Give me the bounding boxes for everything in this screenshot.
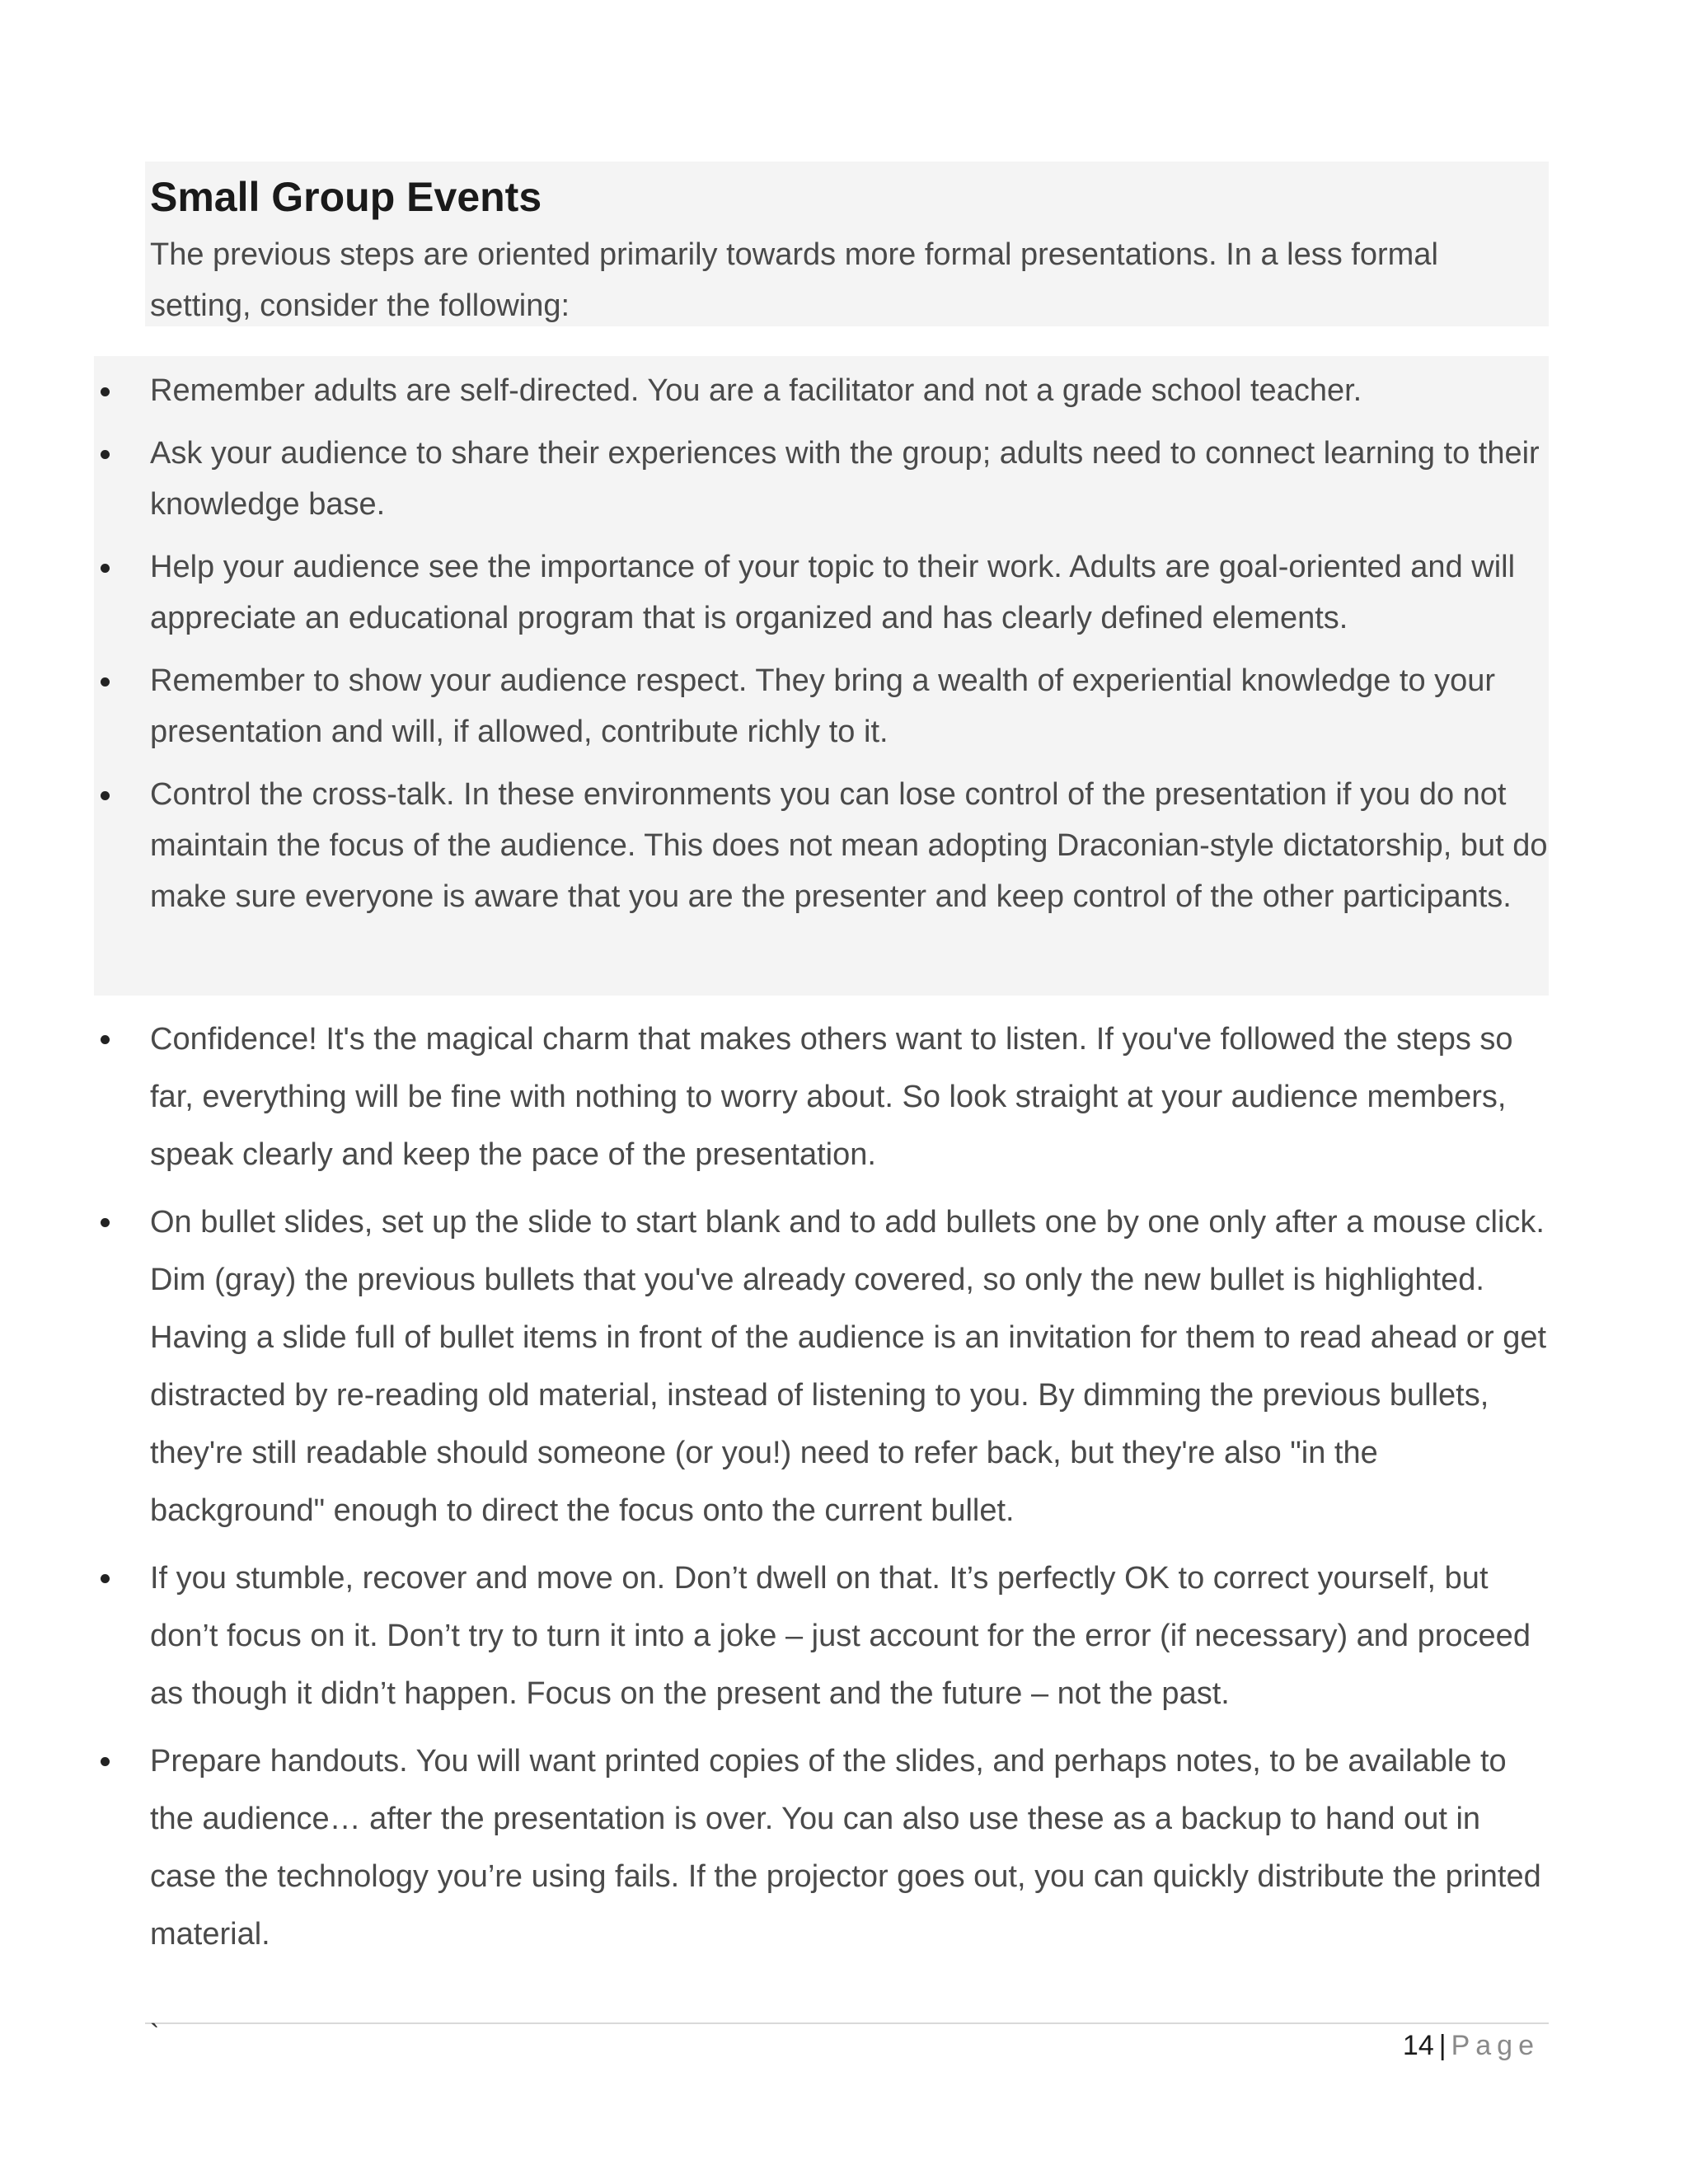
bullet-icon: [101, 1757, 110, 1766]
list-item-text: If you stumble, recover and move on. Don’t dwell on that. It’s perfectly OK to correct yourself, but don’t focus on it. Don’t try to turn it into a joke – just account for the error (if necessary) and proceed as though it didn’t happen. Focus on the present and the future – not the past.: [150, 1561, 1531, 1711]
list-item: [0, 1732, 1551, 1963]
list-item: [0, 365, 1551, 416]
bullet-icon: [101, 677, 110, 687]
list-item-text: Prepare handouts. You will want printed copies of the slides, and perhaps notes, to be available to the audience… after the presentation is over. You can also use these as a backup to hand out in case the technology you’re using fails. If the projector goes out, you can quickly distribute the printed material.: [150, 1744, 1541, 1952]
bullet-icon: [101, 1218, 110, 1227]
bullet-icon: [101, 791, 110, 800]
list-item: [0, 541, 1551, 644]
page-number-separator: |: [1438, 2030, 1447, 2061]
bullet-icon: [101, 387, 110, 396]
bullet-list-small-group: [0, 365, 1688, 934]
page-number: [1403, 2029, 1540, 2062]
list-item: [0, 769, 1551, 922]
list-item-text: Ask your audience to share their experiences with the group; adults need to connect learning to their knowledge base.: [150, 436, 1540, 522]
list-item: [0, 1549, 1551, 1722]
list-item-text: Control the cross-talk. In these environments you can lose control of the presentation if you do not maintain the focus of the audience. This does not mean adopting Draconian-style dictatorship, but do make sure everyone is aware that you are the presenter and keep control of the other participants.: [150, 777, 1548, 914]
section-title: Small Group Events: [150, 174, 542, 220]
list-item-text: Remember to show your audience respect. They bring a wealth of experiential knowledge to your presentation and will, if allowed, contribute richly to it.: [150, 663, 1496, 749]
section-intro: The previous steps are oriented primarily towards more formal presentations. In a less formal setting, consider the following:: [150, 237, 1438, 323]
footer-divider: [145, 2022, 1549, 2024]
bullet-icon: [101, 1035, 110, 1044]
page-label: Page: [1451, 2030, 1540, 2061]
list-item: [0, 655, 1551, 757]
list-item-text: Remember adults are self-directed. You are a facilitator and not a grade school teacher.: [150, 373, 1362, 408]
footer-mark: `: [150, 2019, 160, 2050]
bullet-list-tips: [0, 1010, 1688, 1973]
list-item-text: Help your audience see the importance of your topic to their work. Adults are goal-oriented and will appreciate an educational program that is organized and has clearly defined elements.: [150, 550, 1516, 635]
bullet-icon: [101, 450, 110, 459]
list-item: [0, 428, 1551, 530]
list-item-text: On bullet slides, set up the slide to start blank and to add bullets one by one only after a mouse click. Dim (gray) the previous bullets that you've already covered, so only the new bullet is highlighted. Having a slide full of bullet items in front of the audience is an invitation for them to read ahead or get distracted by re-reading old material, instead of listening to you. By dimming the previous bullets, they're still readable should someone (or you!) need to refer back, but they're also "in the background" enough to direct the focus onto the current bullet.: [150, 1205, 1547, 1528]
bullet-icon: [101, 564, 110, 573]
list-item: [0, 1010, 1551, 1183]
bullet-icon: [101, 1574, 110, 1583]
page-number-value: 14: [1402, 2030, 1434, 2061]
list-item-text: Confidence! It's the magical charm that makes others want to listen. If you've followed the steps so far, everything will be fine with nothing to worry about. So look straight at your audience members, speak clearly and keep the pace of the presentation.: [150, 1022, 1513, 1172]
list-item: [0, 1193, 1551, 1540]
